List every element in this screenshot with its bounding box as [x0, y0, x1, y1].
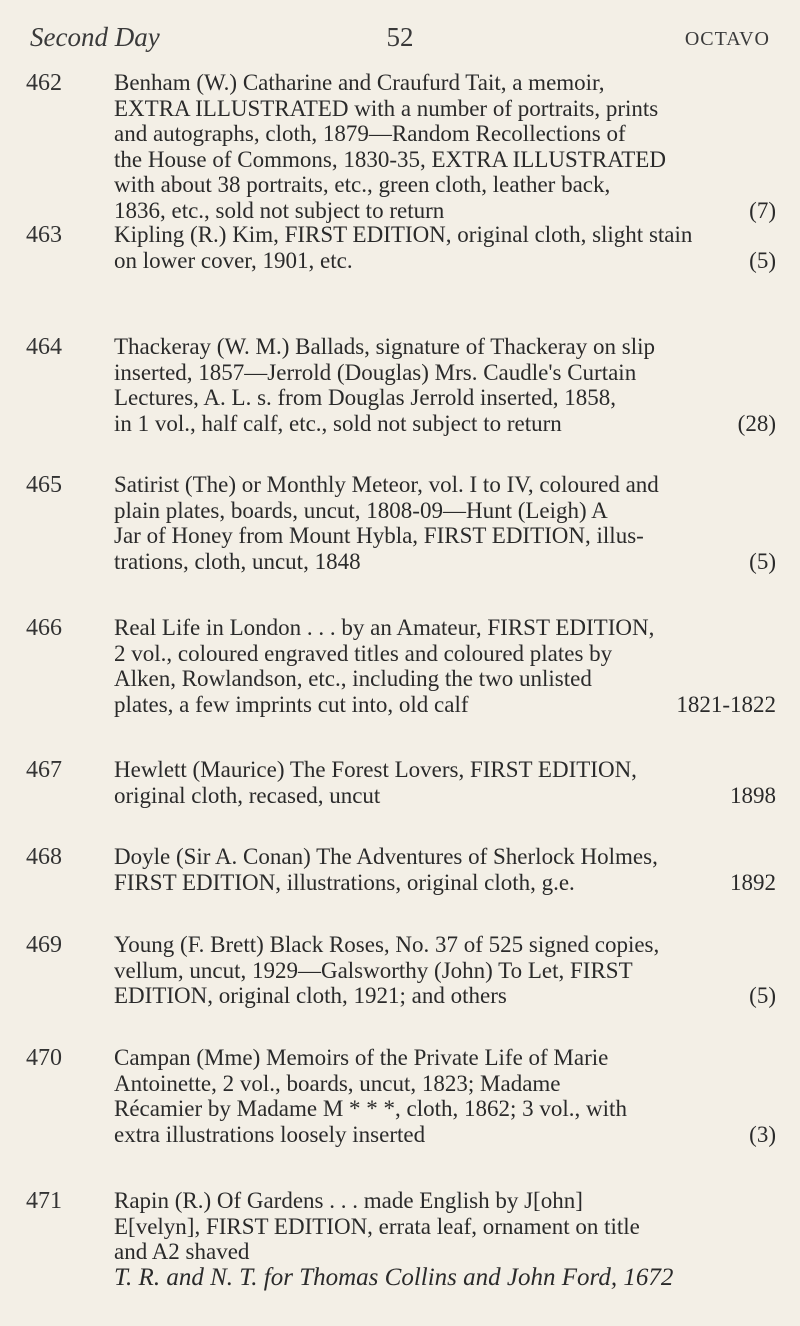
lot-description: [114, 334, 776, 436]
lot-number: 470: [26, 1045, 62, 1071]
description-line: Benham (W.) Catharine and Craufurd Tait, a memoir,: [114, 70, 605, 95]
description-line: extra illustrations loosely inserted: [114, 1121, 426, 1147]
description-final-line: [114, 198, 776, 224]
lot-number: 462: [26, 70, 62, 96]
catalogue-lot: [26, 222, 776, 273]
lot-description: [114, 70, 776, 223]
description-line: and A2 shaved: [114, 1239, 250, 1264]
catalogue-lot: [26, 615, 776, 717]
description-final-line: [114, 411, 776, 437]
catalogue-lot: [26, 70, 776, 223]
description-line: inserted, 1857—Jerrold (Douglas) Mrs. Caudle's Curtain: [114, 359, 637, 385]
description-line: vellum, uncut, 1929—Galsworthy (John) To Let, FIRST: [114, 957, 633, 983]
description-line: trations, cloth, uncut, 1848: [114, 548, 361, 574]
description-line: Hewlett (Maurice) The Forest Lovers, FIRST EDITION,: [114, 757, 637, 782]
description-final-line: [114, 983, 776, 1009]
lot-description: [114, 932, 776, 1009]
lot-number: 467: [26, 757, 62, 783]
lot-quantity: (5): [749, 548, 776, 574]
description-line: FIRST EDITION, illustrations, original cloth, g.e.: [114, 869, 575, 895]
catalogue-lot: [26, 1188, 776, 1290]
description-line: plain plates, boards, uncut, 1808-09—Hunt (Leigh) A: [114, 497, 608, 523]
description-final-line: [114, 870, 776, 896]
lot-number: 466: [26, 615, 62, 641]
description-line: Alken, Rowlandson, etc., including the two unlisted: [114, 666, 592, 691]
description-line: with about 38 portraits, etc., green cloth, leather back,: [114, 172, 611, 197]
description-final-line: [114, 248, 776, 274]
description-line: Thackeray (W. M.) Ballads, signature of Thackeray on slip: [114, 334, 655, 359]
description-final-line: [114, 692, 776, 718]
lot-description: [114, 1045, 776, 1147]
description-line: Récamier by Madame M * * *, cloth, 1862; 3 vol., with: [114, 1096, 627, 1121]
lot-number: 463: [26, 222, 62, 248]
page-header: [30, 22, 770, 58]
catalogue-lot: [26, 844, 776, 895]
description-line: plates, a few imprints cut into, old calf: [114, 691, 469, 717]
lot-description: [114, 472, 776, 574]
imprint-line: T. R. and N. T. for Thomas Collins and John Ford, 1672: [114, 1263, 674, 1291]
description-line: 2 vol., coloured engraved titles and coloured plates by: [114, 640, 613, 666]
description-line: Kipling (R.) Kim, FIRST EDITION, original cloth, slight stain: [114, 222, 693, 247]
lot-number: 464: [26, 334, 62, 360]
lot-number: 468: [26, 844, 62, 870]
description-line: EXTRA ILLUSTRATED with a number of portraits, prints: [114, 95, 659, 121]
description-line: Antoinette, 2 vol., boards, uncut, 1823; Madame: [114, 1070, 561, 1096]
description-line: Real Life in London . . . by an Amateur, FIRST EDITION,: [114, 615, 655, 640]
description-line: Jar of Honey from Mount Hybla, FIRST EDITION, illus-: [114, 523, 644, 548]
description-line: Young (F. Brett) Black Roses, No. 37 of 525 signed copies,: [114, 932, 660, 957]
lot-number: 465: [26, 472, 62, 498]
description-line: Doyle (Sir A. Conan) The Adventures of Sherlock Holmes,: [114, 844, 658, 869]
description-line: 1836, etc., sold not subject to return: [114, 197, 445, 223]
lot-description: [114, 222, 776, 273]
lot-description: [114, 615, 776, 717]
lot-number: 469: [26, 932, 62, 958]
description-line: Rapin (R.) Of Gardens . . . made English by J[ohn]: [114, 1188, 583, 1213]
description-line: and autographs, cloth, 1879—Random Recollections of: [114, 121, 626, 146]
description-line: Campan (Mme) Memoirs of the Private Life of Marie: [114, 1045, 609, 1070]
lot-quantity: (5): [749, 983, 776, 1008]
description-line: Satirist (The) or Monthly Meteor, vol. I to IV, coloured and: [114, 472, 659, 497]
description-line: EDITION, original cloth, 1921; and others: [114, 983, 507, 1008]
description-final-line: [114, 549, 776, 575]
header-day: Second Day: [30, 22, 160, 52]
description-line: Lectures, A. L. s. from Douglas Jerrold inserted, 1858,: [114, 385, 617, 410]
lot-quantity: 1898: [730, 782, 776, 808]
header-section: OCTAVO: [684, 28, 770, 50]
catalogue-lot: [26, 932, 776, 1009]
description-line: the House of Commons, 1830-35, EXTRA ILLUSTRATED: [114, 146, 666, 172]
lot-number: 471: [26, 1188, 62, 1214]
lot-quantity: (7): [749, 197, 776, 223]
lot-description: [114, 757, 776, 808]
description-final-line: [114, 783, 776, 809]
catalogue-lot: [26, 1045, 776, 1147]
header-page-number: 52: [386, 22, 414, 52]
lot-quantity: 1821-1822: [676, 691, 776, 717]
lot-description: [114, 844, 776, 895]
lot-quantity: (28): [737, 410, 776, 436]
description-line: in 1 vol., half calf, etc., sold not subject to return: [114, 410, 562, 436]
lot-quantity: 1892: [730, 869, 776, 895]
description-line: original cloth, recased, uncut: [114, 782, 381, 808]
catalogue-lot: [26, 757, 776, 808]
description-line: on lower cover, 1901, etc.: [114, 247, 353, 273]
catalogue-lot: [26, 334, 776, 436]
lot-quantity: (3): [749, 1121, 776, 1147]
lot-description: [114, 1188, 776, 1290]
description-line: E[velyn], FIRST EDITION, errata leaf, ornament on title: [114, 1213, 640, 1239]
catalogue-lot: [26, 472, 776, 574]
lot-quantity: (5): [749, 247, 776, 273]
description-final-line: [114, 1122, 776, 1148]
